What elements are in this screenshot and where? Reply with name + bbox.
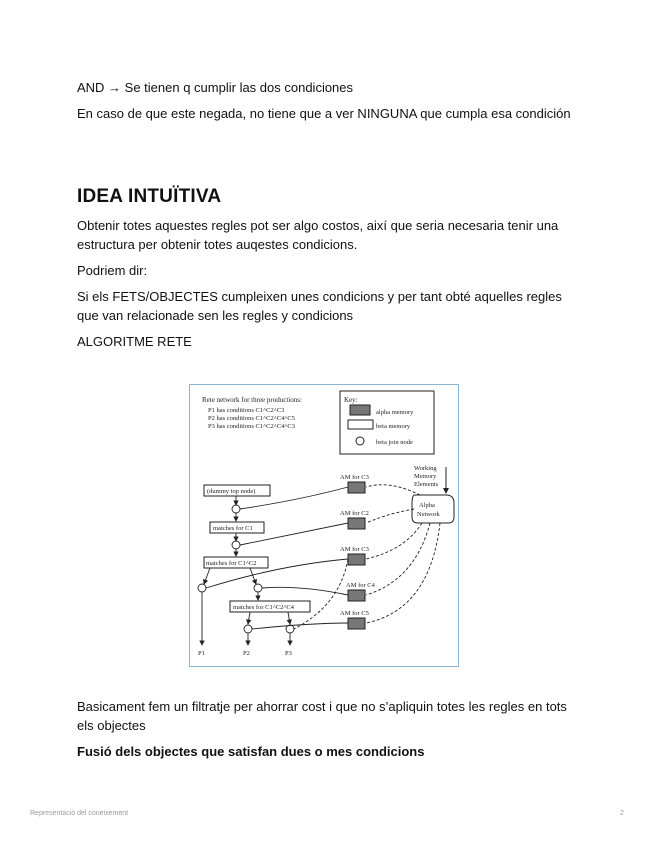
- am-c3-mid-label: AM for C3: [340, 546, 369, 553]
- working-memory-label-2: Memory: [414, 473, 437, 480]
- am-c3-mid: [348, 554, 365, 565]
- production-p2: P2 has conditions C1^C2^C4^C5: [208, 415, 295, 422]
- dummy-top-label: (dummy top node): [207, 488, 256, 495]
- beta-c1-label: matches for C1: [213, 525, 253, 532]
- am-c4: [348, 590, 365, 601]
- si-els-paragraph: Si els FETS/OBJECTES cumpleixen unes condicions y per tant obté aquelles regles que van relacionade sen les regles y condicions: [77, 289, 562, 323]
- am-c4-label: AM for C4: [346, 582, 375, 589]
- output-p1: P1: [198, 650, 205, 657]
- section-heading: IDEA INTUÏTIVA: [77, 186, 222, 207]
- production-p1: P1 has conditions C1^C2^C3: [208, 407, 285, 414]
- figure-title: Rete network for three productions:: [202, 396, 302, 404]
- alpha-network-label-2: Network: [417, 511, 440, 518]
- key-alpha-label: alpha memory: [376, 409, 414, 416]
- footer-title: Representació del coneixement: [30, 810, 129, 817]
- key-join-label: beta join node: [376, 439, 413, 446]
- working-memory-label-3: Elements: [414, 481, 439, 488]
- key-join-swatch: [356, 437, 364, 445]
- negada-paragraph: En caso de que este negada, no tiene que a ver NINGUNA que cumpla esa condición: [77, 106, 571, 121]
- am-c2: [348, 518, 365, 529]
- key-alpha-swatch: [350, 405, 370, 415]
- algoritme-paragraph: ALGORITME RETE: [77, 334, 192, 349]
- am-c3-top: [348, 482, 365, 493]
- and-paragraph: AND → Se tienen q cumplir las dos condiciones: [77, 80, 354, 95]
- alpha-network-node: [412, 495, 454, 523]
- page-number: 2: [620, 810, 624, 817]
- production-p3: P3 has conditions C1^C2^C4^C3: [208, 423, 295, 430]
- key-beta-label: beta memory: [376, 423, 411, 430]
- output-p2: P2: [243, 650, 250, 657]
- output-p3: P3: [285, 650, 292, 657]
- rete-network-figure: [189, 384, 459, 667]
- working-memory-label-1: Working: [414, 465, 437, 472]
- key-title: Key:: [344, 396, 358, 404]
- am-c3-top-label: AM for C3: [340, 474, 369, 481]
- podriem-paragraph: Podriem dir:: [77, 263, 148, 278]
- fusio-paragraph: Fusió dels objectes que satisfan dues o mes condicions: [77, 744, 425, 759]
- am-c5: [348, 618, 365, 629]
- key-beta-swatch: [348, 420, 373, 429]
- rete-diagram: [190, 385, 458, 666]
- alpha-network-label-1: Alpha: [419, 502, 435, 509]
- am-c5-label: AM for C5: [340, 610, 369, 617]
- am-c2-label: AM for C2: [340, 510, 369, 517]
- basicament-paragraph: Basicament fem un filtratje per ahorrar cost i que no s’apliquin totes les regles en tots els objectes: [77, 699, 567, 733]
- beta-c1c2c4-label: matches for C1^C2^C4: [233, 604, 294, 611]
- obtenir-paragraph: Obtenir totes aquestes regles pot ser algo costos, així que seria necesaria tenir una estructura per obtenir totes auqestes condicions.: [77, 218, 559, 252]
- beta-c1c2-label: matches for C1^C2: [206, 560, 257, 567]
